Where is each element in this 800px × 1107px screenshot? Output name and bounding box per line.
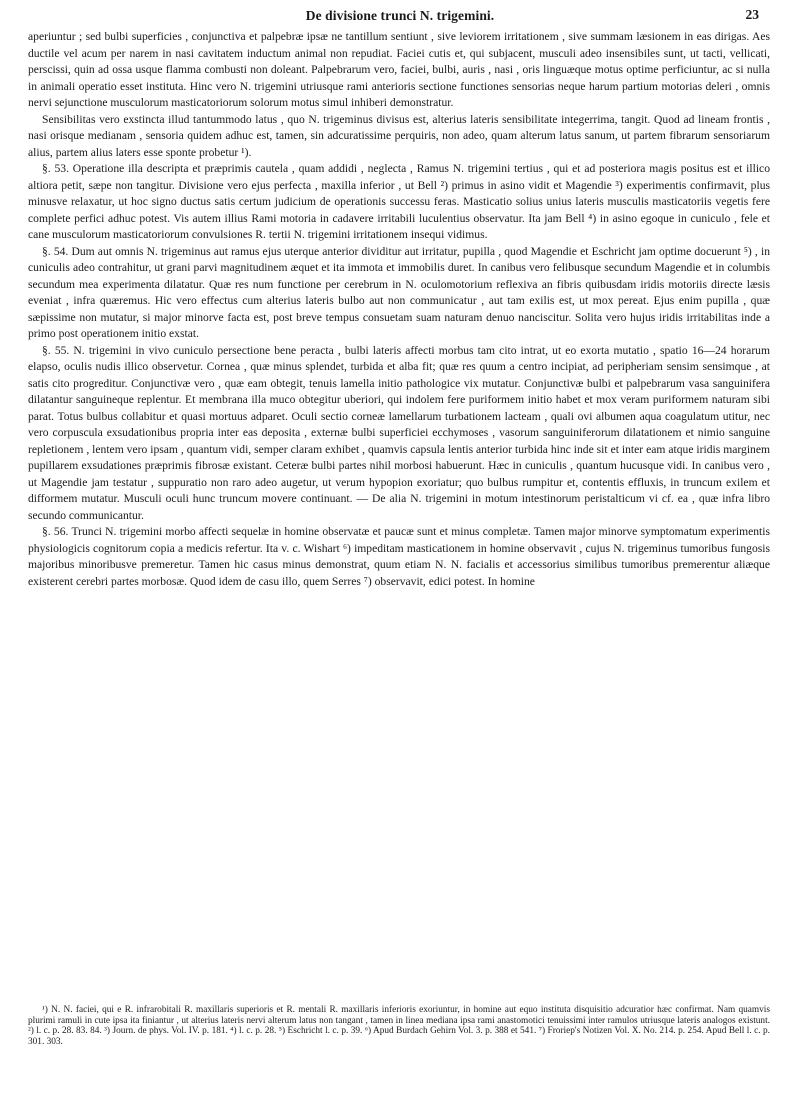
paragraph-continuation: aperiuntur ; sed bulbi superficies , conjunctiva et palpebræ ipsæ ne tantillum sentiunt , sive leviorem irritationem , sive summam læsionem in eas dirigas. Aes ductile vel acum per narem in nasi cavitatem inductum animal non repudiat. Faciei cutis et, qui subjacent, musculi adeo insensibiles sunt, ut tacti, vellicati, perscissi, quin ad ossa usque flamma combusti non doleant. Palpebrarum vero, faciei, bulbi, auris , nasi , oris linguæque motus optime perficiuntur, ac si nulla in animali operatio esset instituta. Hinc vero N. trigemini utriusque rami anterioris sectione functiones sensorias neque harum partium motorias deleri , omnis nervi sejunctione musculorum masticatoriorum solorum motus simul inhiberi demonstratur. bbox=[28, 30, 770, 109]
footnote-block: ¹) N. N. faciei, qui e R. infrarobitali R. maxillaris superioris et R. mentali R. maxillaris inferioris exoriuntur, in homine aut equo instituta disquisitio adcuratior hæc confirmat. Nam quamvis plurimi ramuli in cute ipsa ita finiantur , ut alterius lateris nervi alterum latus non tangant , tamen in linea mediana ipsa rami anastomotici tenuissimi inter ramulos utriusque lateris analogos existunt. ²) l. c. p. 28. 83. 84. ³) Journ. de phys. Vol. IV. p. 181. ⁴) l. c. p. 28. ⁵) Eschricht l. c. p. 39. ⁶) Apud Burdach Gehirn Vol. 3. p. 388 et 541. ⁷) Froriep's Notizen Vol. X. No. 214. p. 254. Apud Bell l. c. p. 301. 303. bbox=[28, 1005, 770, 1047]
paragraph-section-56: §. 56. Trunci N. trigemini morbo affecti sequelæ in homine observatæ et paucæ sunt et minus completæ. Tamen major minorve symptomatum experimentis physiologicis cognitorum copia a medicis refertur. Ita v. c. Wishart ⁶) impeditam masticationem in homine observavit , cujus N. trigeminus tumoribus fungosis majoribus minoribusve premeretur. Tamen hic casus minus demonstrat, quum etiam N. N. facialis et accessorius similibus tumoribus premerentur aliæque existerent cerebri partes morbosæ. Quod idem de casu illo, quem Serres ⁷) observavit, edici potest. In homine bbox=[28, 525, 770, 588]
paragraph-section-53: §. 53. Operatione illa descripta et præprimis cautela , quam addidi , neglecta , Ramus N. trigemini tertius , qui et ad posteriora magis positus est et illico altiora petit, sæpe non tangitur. Divisione vero ejus perfecta , maxilla inferior , ut Bell ²) primus in asino vidit et Magendie ³) experimentis confirmavit, plus minusve relaxatur, ut hoc signo ductus satis certum judicium de operationis successu feras. Masticatio solius unius lateris musculis masticatoriis vegetis fere complete perfici adhuc potest. Vis autem illius Rami motoria in cadavere irritabili luculentius observatur. Ita jam Bell ⁴) in asino egoque in cuniculo , fele et cane musculorum masticatoriorum convulsiones R. tertii N. trigemini irritationem insequi vidimus. bbox=[28, 162, 770, 241]
header-title: De divisione trunci N. trigemini. bbox=[305, 8, 495, 23]
running-header bbox=[0, 6, 800, 28]
paragraph-section-54: §. 54. Dum aut omnis N. trigeminus aut ramus ejus uterque anterior dividitur aut irritatur, pupilla , quod Magendie et Eschricht jam optime docuerunt ⁵) , in cuniculis adeo contrahitur, ut grani parvi magnitudinem æquet et ita immota et immobilis duret. In canibus vero felibusque secundum Magendie et in columbis secundum mea experimenta dilatatur. Quæ res num functione per cerebrum in N. oculomotorium reflexiva an fibris quibusdam iridis motoriis directe læsis eveniat , infra quæremus. Hic vero effectus cum alterius lateris bulbo aut non communicatur , aut tam exilis est, ut mox pereat. Ejus enim pupilla , quæ sæpissime non mutatur, si major minorve facta est, post breve tempus consuetam suam naturam denuo nanciscitur. Solita vero hujus iridis irritabilitas inde a primo post operationem initio exstat. bbox=[28, 244, 770, 340]
paragraph-sensibilitas: Sensibilitas vero exstincta illud tantummodo latus , quo N. trigeminus divisus est, alterius lateris sensibilitate integerrima, tangit. Quod ad lineam frontis , nasi orisque medianam , sensoria quidem adhuc est, tamen, sin adcuratissime perquiris, non adeo, quam alterum latus sanum, ut partem fibrarum sensoriarum alius, partem alius laters esse sponte probetur ¹). bbox=[28, 112, 770, 159]
body-text bbox=[28, 29, 770, 590]
footnotes bbox=[28, 1005, 770, 1047]
paragraph-section-55: §. 55. N. trigemini in vivo cuniculo persectione bene peracta , bulbi lateris affecti morbus tam cito intrat, ut eo exorta mutatio , spatio 16—24 horarum elapso, oculis nudis illico observetur. Cornea , quæ minus splendet, turbida et alba fit; quæ res quum a centro incipiat, ad peripheriam sensim sensimque , at satis cito progreditur. Conjunctivæ vero , quæ eam obtegit, tenuis lamella initio pathologice vix mutatur. Conjunctivæ bulbi et palpebrarum vasa sanguinifera dilatantur sanguineque replentur. Et membrana illa muco obtegitur uberiori, qui indolem fere puriformem initio habet et mox veram puriformem naturam sibi parat. Totus bulbus collabitur et quasi mortuus adparet. Oculi sectio corneæ lamellarum turbationem lacteam , quali ovi albumen aqua coagulatum utitur, nec vero corpuscula exsudationibus propria inter eas deposita , externæ bulbi superficiei ecchymoses , vasorum sanguiniferorum dilatationem et nimio sanguine repletionem , lentem vero ipsam , quantum vidi, semper claram exhibet , quamvis capsula lentis anterior turbida hinc inde sit et inter eam atque iridis marginem pupillarem exsudationes præprimis fibrosæ existant. Ceteræ bulbi partes nihil morbosi habuerunt. Hæc in cuniculis , quantum hucusque vidi. In canibus vero , ut Magendie jam testatur , suppuratio non raro adeo augetur, ut verum hypopion exoriatur; quo bulbus rumpitur et, contentis effluxis, in truncum exilem et difformem mutatur. Musculi oculi hunc truncum movere continuant. — De alia N. trigemini in motum intestinorum peristalticum vi cf. ea , quæ infra libro secundo communicantur. bbox=[28, 343, 770, 522]
page-number: 23 bbox=[745, 7, 759, 22]
